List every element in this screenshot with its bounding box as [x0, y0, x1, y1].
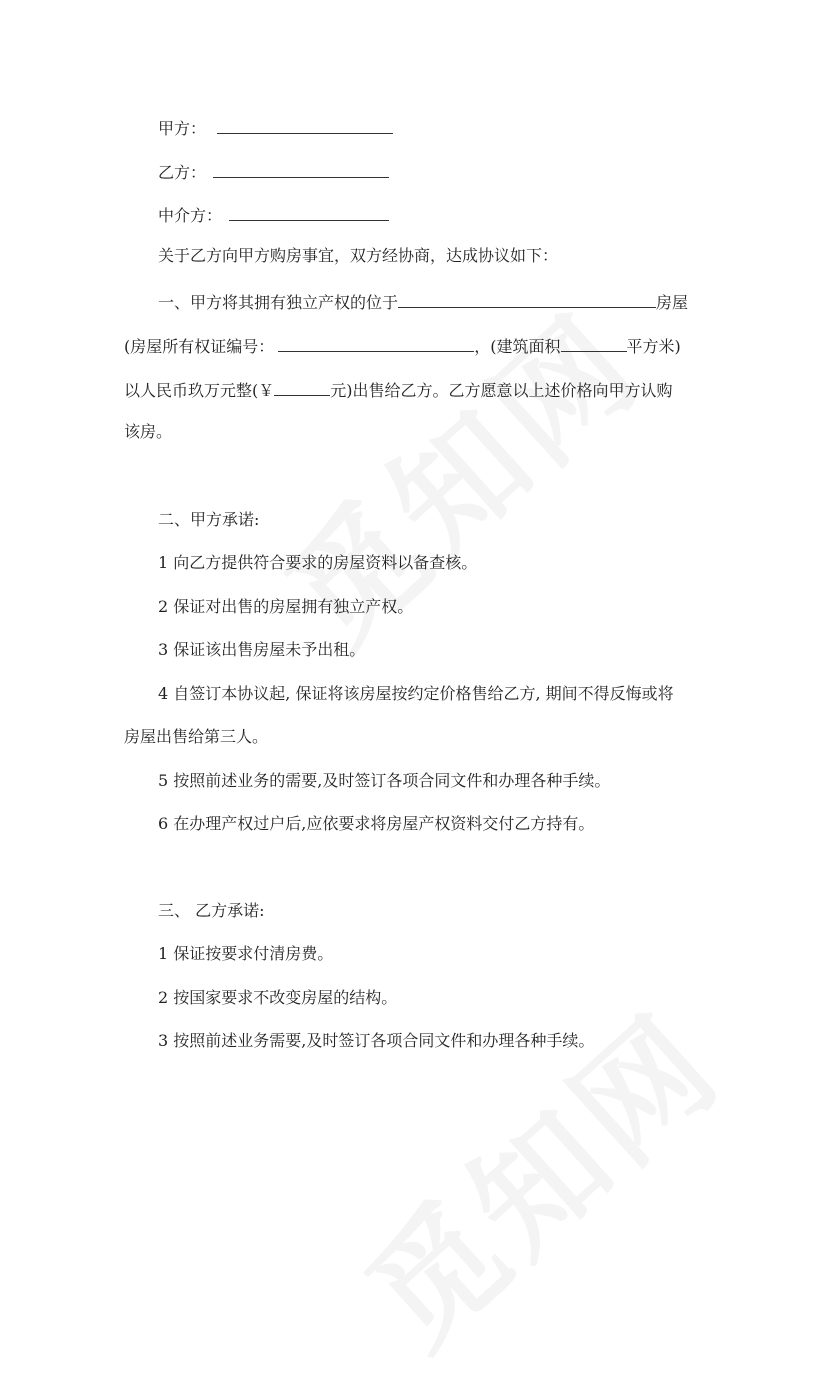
- clause1-line4: 该房。: [124, 422, 173, 441]
- section3-heading: 三、 乙方承诺:: [158, 901, 265, 920]
- section3-item-2: 2 按国家要求不改变房屋的结构。: [158, 988, 398, 1007]
- location-blank: [398, 290, 656, 308]
- party-b-blank: [213, 160, 389, 178]
- party-a-blank: [217, 116, 393, 134]
- clause1-text-c: (房屋所有权证编号：: [124, 337, 275, 356]
- agent-blank: [229, 203, 389, 221]
- clause1-line2: [124, 334, 681, 357]
- clause1-text-f: 以人民币玖万元整(￥: [124, 381, 275, 400]
- party-b-line: [158, 160, 389, 183]
- agent-label: 中介方：: [158, 206, 223, 225]
- section2-item-5: 5 按照前述业务的需要,及时签订各项合同文件和办理各种手续。: [158, 771, 611, 790]
- watermark: [241, 266, 674, 682]
- section2-item-1: 1 向乙方提供符合要求的房屋资料以备查核。: [158, 553, 478, 572]
- party-a-line: [158, 116, 393, 139]
- clause1-text-g: 元)出售给乙方。乙方愿意以上述价格向甲方认购: [330, 381, 673, 400]
- intro-text: 关于乙方向甲方购房事宜，双方经协商，达成协议如下：: [158, 246, 559, 265]
- clause1-line1: [158, 290, 688, 313]
- clause1-text-e: 平方米): [626, 337, 681, 356]
- section2-item-3: 3 保证该出售房屋未予出租。: [158, 640, 366, 659]
- party-a-label: 甲方：: [158, 119, 207, 138]
- section2-item-6: 6 在办理产权过户后,应依要求将房屋产权资料交付乙方持有。: [158, 814, 595, 833]
- section2-item-2: 2 保证对出售的房屋拥有独立产权。: [158, 597, 414, 616]
- price-blank: [274, 378, 330, 396]
- section3-item-3: 3 按照前述业务需要,及时签订各项合同文件和办理各种手续。: [158, 1031, 595, 1050]
- clause1-text-d: ，(建筑面积: [474, 337, 561, 356]
- clause1-text-a: 一、甲方将其拥有独立产权的位于: [158, 293, 399, 312]
- area-blank: [561, 334, 627, 352]
- section2-heading: 二、甲方承诺:: [158, 510, 260, 529]
- section2-item-4: 4 自签订本协议起, 保证将该房屋按约定价格售给乙方, 期间不得反悔或将: [158, 684, 674, 703]
- clause1-line3: [124, 378, 673, 401]
- certificate-number-blank: [278, 334, 474, 352]
- party-b-label: 乙方：: [158, 163, 207, 182]
- clause1-text-b: 房屋: [656, 293, 689, 312]
- section2-item-4-cont: 房屋出售给第三人。: [124, 727, 269, 746]
- agent-line: [158, 203, 389, 226]
- section3-item-1: 1 保证按要求付清房费。: [158, 944, 334, 963]
